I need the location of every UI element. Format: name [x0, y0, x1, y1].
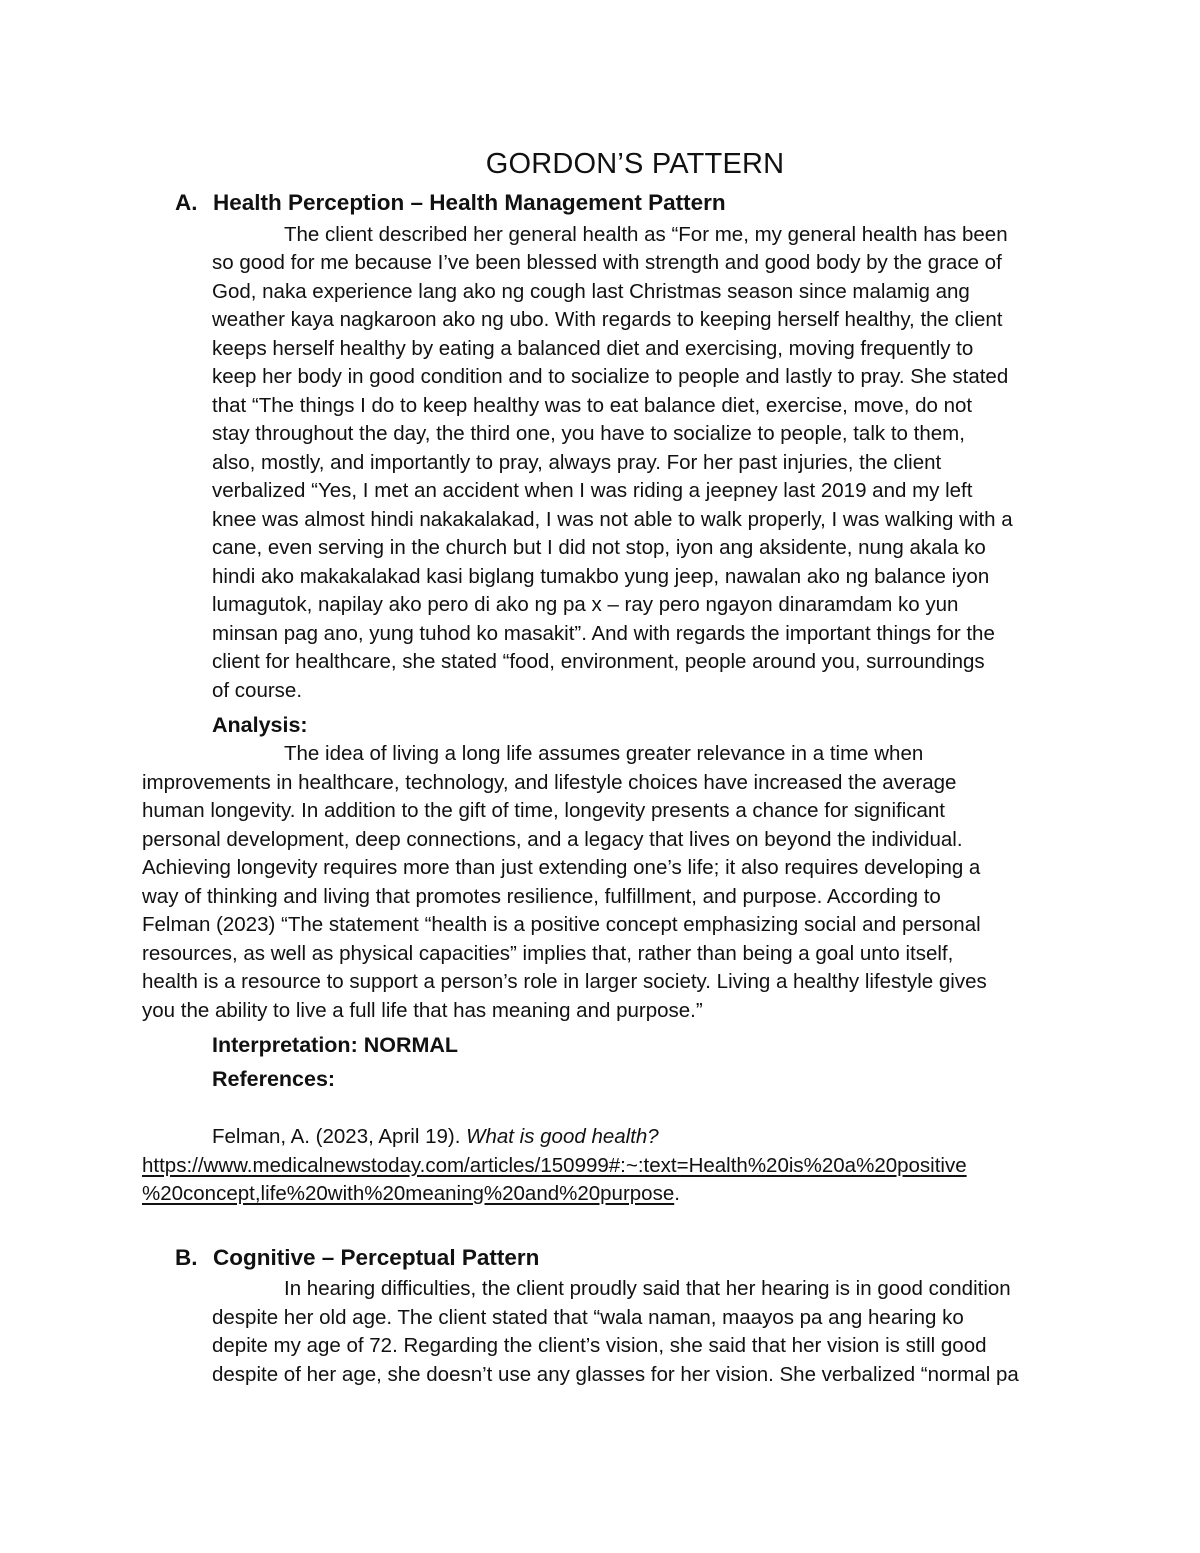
- reference-title: What is good health?: [466, 1125, 659, 1148]
- analysis-line: health is a resource to support a person’s role in larger society. Living a healthy lifestyle gives: [142, 970, 987, 993]
- analysis-line: The idea of living a long life assumes greater relevance in a time when: [284, 742, 924, 765]
- paragraph-line: minsan pag ano, yung tuhod ko masakit”. And with regards the important things for the: [212, 622, 995, 645]
- reference-link[interactable]: %20concept,life%20with%20meaning%20and%20purpose: [142, 1182, 675, 1205]
- paragraph-line: cane, even serving in the church but I did not stop, iyon ang aksidente, nung akala ko: [212, 536, 986, 559]
- paragraph-line: weather kaya nagkaroon ako ng ubo. With regards to keeping herself healthy, the client: [212, 308, 1003, 331]
- analysis-line: resources, as well as physical capacities” implies that, rather than being a goal unto itself,: [142, 942, 954, 965]
- page-title: GORDON’S PATTERN: [485, 148, 785, 180]
- analysis-line: personal development, deep connections, and a legacy that lives on beyond the individual.: [142, 828, 963, 851]
- paragraph-line: despite of her age, she doesn’t use any glasses for her vision. She verbalized “normal pa: [212, 1363, 1019, 1386]
- section-a-letter: A.: [175, 190, 198, 215]
- interpretation-label: Interpretation: NORMAL: [212, 1033, 459, 1057]
- reference-url-line-1: [142, 1152, 967, 1181]
- analysis-line: Felman (2023) “The statement “health is a positive concept emphasizing social and personal: [142, 913, 981, 936]
- analysis-line: improvements in healthcare, technology, and lifestyle choices have increased the average: [142, 771, 957, 794]
- reference-citation: [212, 1123, 659, 1152]
- section-b-letter: B.: [175, 1245, 198, 1270]
- paragraph-line: depite my age of 72. Regarding the client’s vision, she said that her vision is still good: [212, 1334, 987, 1357]
- paragraph-line: God, naka experience lang ako ng cough last Christmas season since malamig ang: [212, 280, 970, 303]
- section-a-title: Health Perception – Health Management Pattern: [213, 190, 726, 215]
- analysis-line: Achieving longevity requires more than just extending one’s life; it also requires developing a: [142, 856, 981, 879]
- paragraph-line: of course.: [212, 679, 303, 702]
- analysis-label: Analysis:: [212, 713, 308, 737]
- section-a-heading: [175, 188, 726, 218]
- paragraph-line: that “The things I do to keep healthy was to eat balance diet, exercise, move, do not: [212, 394, 973, 417]
- reference-prefix: Felman, A. (2023, April 19).: [212, 1125, 467, 1148]
- references-label: References:: [212, 1067, 336, 1091]
- paragraph-line: The client described her general health as “For me, my general health has been: [284, 223, 1008, 246]
- paragraph-line: also, mostly, and importantly to pray, always pray. For her past injuries, the client: [212, 451, 942, 474]
- paragraph-line: In hearing difficulties, the client proudly said that her hearing is in good condition: [284, 1277, 1011, 1300]
- paragraph-line: hindi ako makakalakad kasi biglang tumakbo yung jeep, nawalan ako ng balance iyon: [212, 565, 990, 588]
- analysis-line: way of thinking and living that promotes resilience, fulfillment, and purpose. According to: [142, 885, 941, 908]
- paragraph-line: keep her body in good condition and to socialize to people and lastly to pray. She stated: [212, 365, 1009, 388]
- paragraph-line: knee was almost hindi nakakalakad, I was not able to walk properly, I was walking with a: [212, 508, 1013, 531]
- analysis-line: you the ability to live a full life that has meaning and purpose.”: [142, 999, 703, 1022]
- reference-suffix: .: [674, 1182, 680, 1205]
- paragraph-line: lumagutok, napilay ako pero di ako ng pa x – ray pero ngayon dinaramdam ko yun: [212, 593, 959, 616]
- reference-url-line-2: [142, 1180, 680, 1209]
- paragraph-line: stay throughout the day, the third one, you have to socialize to people, talk to them,: [212, 422, 965, 445]
- paragraph-line: despite her old age. The client stated that “wala naman, maayos pa ang hearing ko: [212, 1306, 964, 1329]
- reference-link[interactable]: https://www.medicalnewstoday.com/articles/150999#:~:text=Health%20is%20a%20positive: [142, 1154, 967, 1177]
- paragraph-line: so good for me because I’ve been blessed with strength and good body by the grace of: [212, 251, 1002, 274]
- analysis-line: human longevity. In addition to the gift of time, longevity presents a chance for significant: [142, 799, 945, 822]
- section-b-title: Cognitive – Perceptual Pattern: [213, 1245, 540, 1270]
- paragraph-line: client for healthcare, she stated “food, environment, people around you, surroundings: [212, 650, 985, 673]
- section-b-heading: [175, 1243, 539, 1273]
- paragraph-line: keeps herself healthy by eating a balanced diet and exercising, moving frequently to: [212, 337, 974, 360]
- paragraph-line: verbalized “Yes, I met an accident when I was riding a jeepney last 2019 and my left: [212, 479, 973, 502]
